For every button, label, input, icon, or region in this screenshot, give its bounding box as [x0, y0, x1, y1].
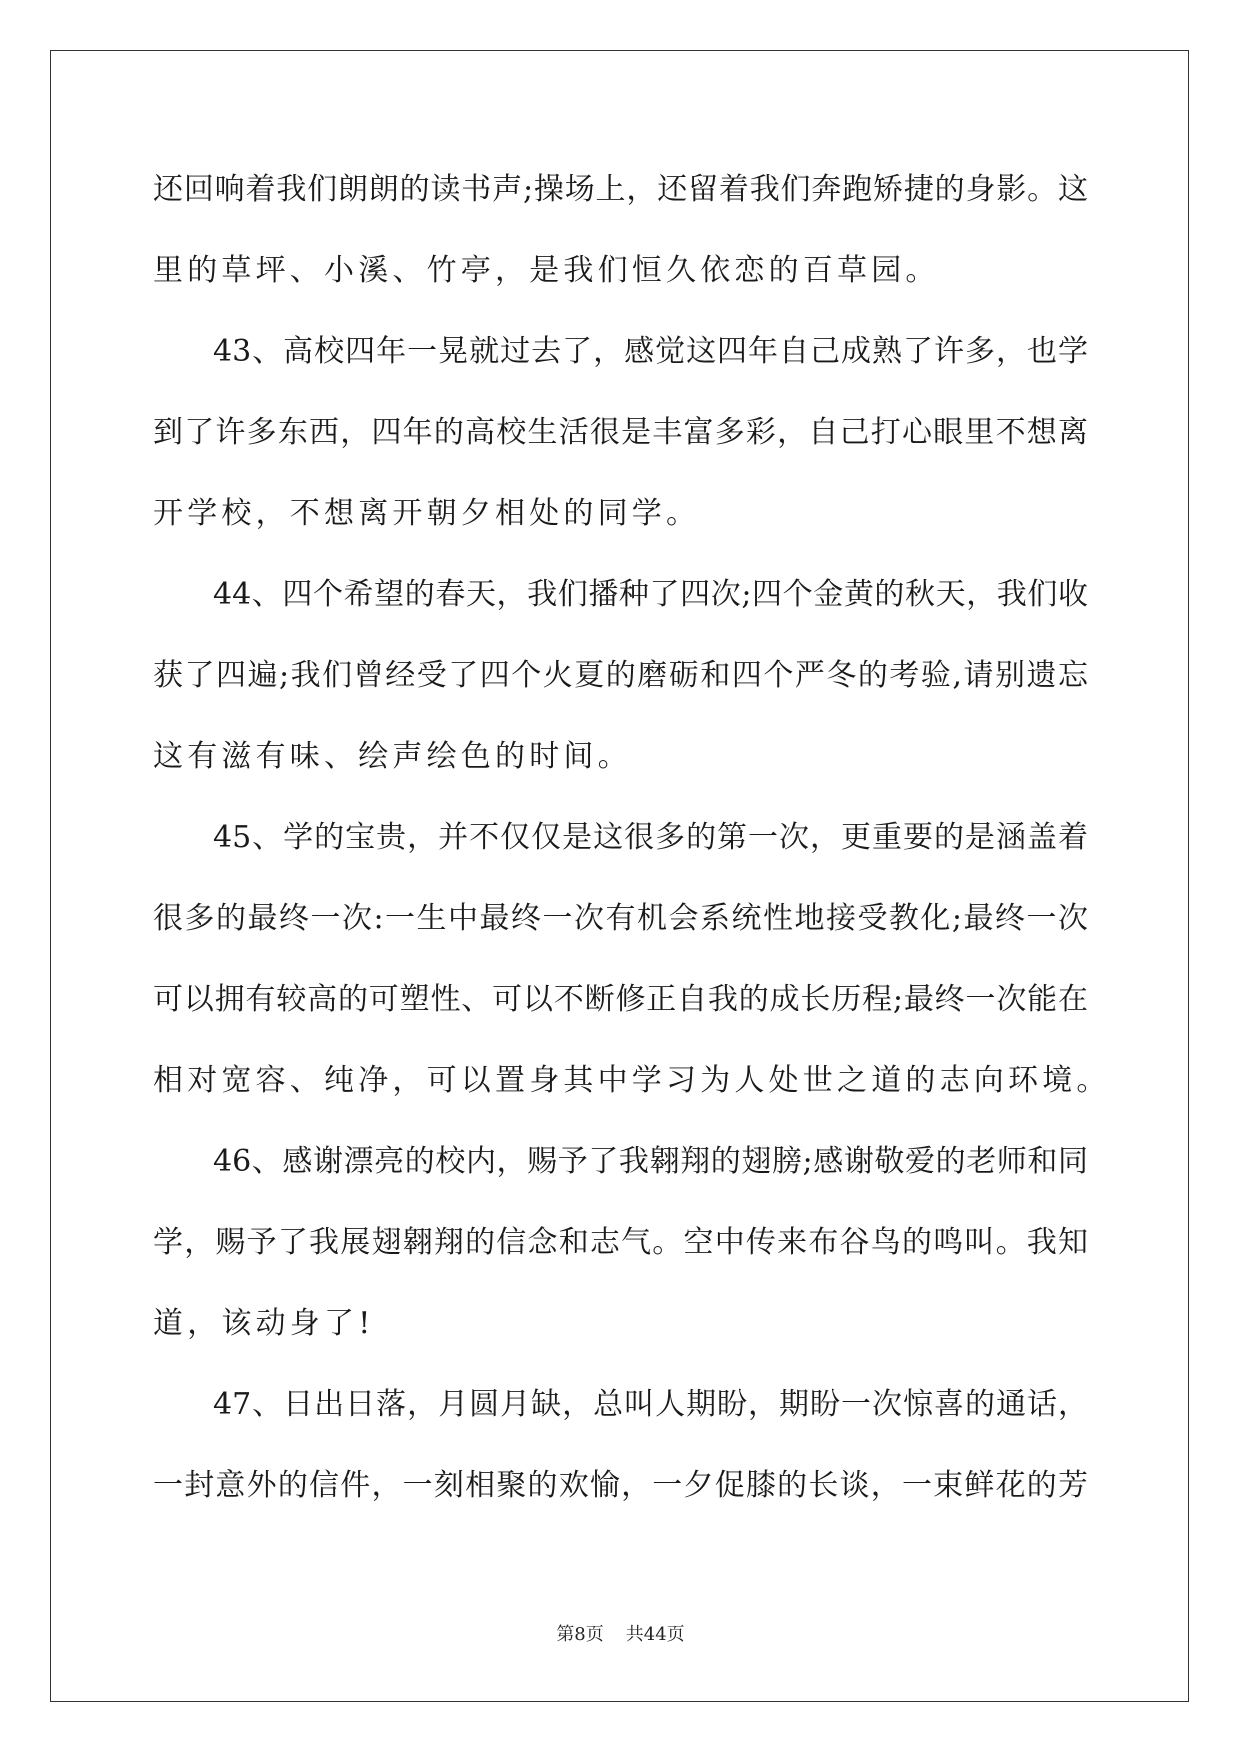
text-line: 还回响着我们朗朗的读书声;操场上，还留着我们奔跑矫捷的身影。这: [153, 172, 1088, 207]
text-line: 道，该动身了!: [153, 1306, 375, 1341]
text-line: 到了许多东西，四年的高校生活很是丰富多彩，自己打心眼里不想离: [153, 415, 1088, 450]
text-line: 很多的最终一次:一生中最终一次有机会系统性地接受教化;最终一次: [153, 901, 1088, 936]
total-pages: 共44页: [625, 1624, 685, 1645]
text-line: 学，赐予了我展翅翱翔的信念和志气。空中传来布谷鸟的鸣叫。我知: [153, 1225, 1088, 1260]
text-line: 一封意外的信件，一刻相聚的欢愉，一夕促膝的长谈，一束鲜花的芳: [153, 1468, 1088, 1503]
text-line: 47、日出日落，月圆月缺，总叫人期盼，期盼一次惊喜的通话，: [213, 1387, 1088, 1422]
text-line: 可以拥有较高的可塑性、可以不断修正自我的成长历程;最终一次能在: [153, 982, 1088, 1017]
text-line: 44、四个希望的春天，我们播种了四次;四个金黄的秋天，我们收: [213, 577, 1088, 612]
page-number: 第8页: [556, 1624, 604, 1645]
text-line: 45、学的宝贵，并不仅仅是这很多的第一次，更重要的是涵盖着: [213, 820, 1088, 855]
text-line: 46、感谢漂亮的校内，赐予了我翱翔的翅膀;感谢敬爱的老师和同: [213, 1144, 1088, 1179]
document-body: [153, 160, 1111, 1537]
text-line: 43、高校四年一晃就过去了，感觉这四年自己成熟了许多，也学: [213, 334, 1088, 369]
text-line: 开学校，不想离开朝夕相处的同学。: [153, 496, 701, 531]
text-line: 相对宽容、纯净，可以置身其中学习为人处世之道的志向环境。: [153, 1063, 1111, 1098]
page-footer: [0, 1620, 1241, 1646]
text-line: 这有滋有味、绘声绘色的时间。: [153, 739, 632, 774]
text-line: 里的草坪、小溪、竹亭，是我们恒久依恋的百草园。: [153, 253, 940, 288]
text-line: 获了四遍;我们曾经受了四个火夏的磨砺和四个严冬的考验,请别遗忘: [153, 658, 1088, 693]
